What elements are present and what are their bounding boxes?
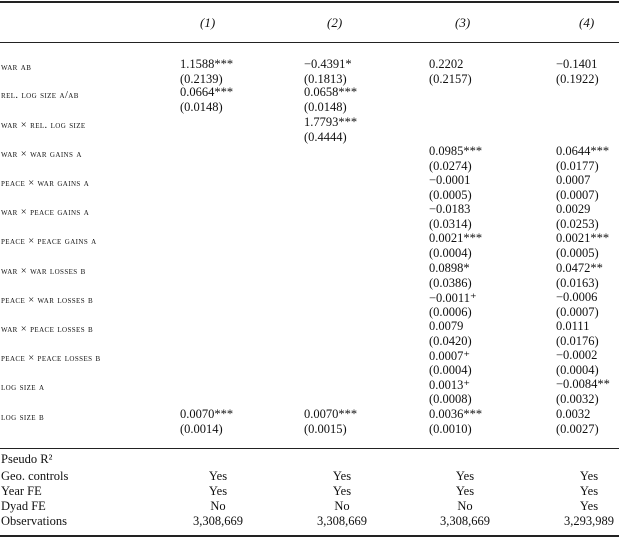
coefficient-cell: 0.0007⁺ bbox=[429, 349, 470, 363]
std-error-cell: (0.0006) bbox=[429, 305, 472, 319]
coefficient-cell: −0.0183 bbox=[429, 202, 471, 216]
header-rule bbox=[0, 42, 619, 43]
std-error-cell: (0.0015) bbox=[304, 422, 347, 436]
stat-value: Yes bbox=[332, 484, 352, 498]
coefficient-cell: 0.0021*** bbox=[556, 231, 610, 245]
row-label: peace × war gains a bbox=[1, 178, 90, 189]
coefficient-cell: −0.0011⁺ bbox=[429, 291, 477, 305]
stat-value: Yes bbox=[332, 469, 352, 483]
row-label: peace × peace losses b bbox=[1, 353, 101, 364]
coefficient-cell: 0.0021*** bbox=[429, 231, 483, 245]
row-label: war × war gains a bbox=[1, 149, 82, 160]
coefficient-cell: −0.0084** bbox=[556, 377, 610, 391]
row-label: rel. log size a/ab bbox=[1, 90, 79, 101]
stat-value: Yes bbox=[579, 484, 599, 498]
coefficient-cell: 0.0070*** bbox=[304, 407, 358, 421]
row-label: war ab bbox=[1, 62, 32, 73]
std-error-cell: (0.0148) bbox=[180, 100, 223, 114]
std-error-cell: (0.0014) bbox=[180, 422, 223, 436]
std-error-cell: (0.0176) bbox=[556, 334, 599, 348]
row-label: war × war losses b bbox=[1, 266, 86, 277]
row-label: war × peace losses b bbox=[1, 324, 94, 335]
std-error-cell: (0.0027) bbox=[556, 422, 599, 436]
std-error-cell: (0.0314) bbox=[429, 217, 472, 231]
std-error-cell: (0.0005) bbox=[556, 246, 599, 260]
std-error-cell: (0.0032) bbox=[556, 392, 599, 406]
stat-value: 3,308,669 bbox=[193, 514, 243, 528]
coefficient-cell: 0.0472** bbox=[556, 261, 603, 275]
column-header-2: (2) bbox=[327, 15, 343, 30]
stat-label: Observations bbox=[1, 514, 67, 528]
stat-value: Yes bbox=[579, 469, 599, 483]
coefficient-cell: −0.0002 bbox=[556, 348, 598, 362]
coefficient-cell: −0.1401 bbox=[556, 57, 598, 71]
stat-value: Yes bbox=[208, 469, 228, 483]
std-error-cell: (0.0274) bbox=[429, 159, 472, 173]
std-error-cell: (0.0007) bbox=[556, 305, 599, 319]
coefficient-cell: 0.0898* bbox=[429, 261, 470, 275]
stat-label: Pseudo R² bbox=[1, 452, 53, 466]
coefficient-cell: 0.0111 bbox=[556, 319, 590, 333]
row-label: peace × war losses b bbox=[1, 295, 94, 306]
stat-value: 3,308,669 bbox=[317, 514, 367, 528]
std-error-cell: (0.0177) bbox=[556, 159, 599, 173]
coefficient-cell: −0.0001 bbox=[429, 173, 471, 187]
stat-value: No bbox=[334, 499, 350, 513]
coefficient-cell: 0.0658*** bbox=[304, 85, 358, 99]
stat-label: Year FE bbox=[1, 484, 42, 498]
std-error-cell: (0.0007) bbox=[556, 188, 599, 202]
std-error-cell: (0.2157) bbox=[429, 72, 472, 86]
std-error-cell: (0.0005) bbox=[429, 188, 472, 202]
coefficient-cell: 1.1588*** bbox=[180, 57, 234, 71]
column-header-4: (4) bbox=[579, 15, 595, 30]
std-error-cell: (0.0386) bbox=[429, 276, 472, 290]
coefficient-cell: 0.0013⁺ bbox=[429, 378, 470, 392]
coefficient-cell: 0.0664*** bbox=[180, 85, 234, 99]
std-error-cell: (0.1813) bbox=[304, 72, 347, 86]
coefficient-cell: 0.0644*** bbox=[556, 144, 610, 158]
std-error-cell: (0.0163) bbox=[556, 276, 599, 290]
coefficient-cell: −0.0006 bbox=[556, 290, 598, 304]
std-error-cell: (0.0008) bbox=[429, 392, 472, 406]
std-error-cell: (0.1922) bbox=[556, 72, 599, 86]
coefficient-cell: 1.7793*** bbox=[304, 115, 358, 129]
top-rule bbox=[0, 1, 619, 3]
stat-label: Geo. controls bbox=[1, 469, 69, 483]
std-error-cell: (0.0253) bbox=[556, 217, 599, 231]
stat-value: Yes bbox=[208, 484, 228, 498]
coefficient-cell: 0.0032 bbox=[556, 407, 591, 421]
stat-value: Yes bbox=[579, 499, 599, 513]
stat-value: Yes bbox=[455, 469, 475, 483]
bottom-rule bbox=[0, 535, 619, 537]
row-label: log size b bbox=[1, 412, 45, 423]
coefficient-cell: 0.0070*** bbox=[180, 407, 234, 421]
std-error-cell: (0.0148) bbox=[304, 100, 347, 114]
std-error-cell: (0.0004) bbox=[429, 363, 472, 377]
coefficient-cell: 0.0029 bbox=[556, 202, 591, 216]
std-error-cell: (0.2139) bbox=[180, 72, 223, 86]
row-label: war × rel. log size bbox=[1, 120, 86, 131]
coefficient-cell: 0.0007 bbox=[556, 173, 591, 187]
column-header-3: (3) bbox=[455, 15, 471, 30]
std-error-cell: (0.0420) bbox=[429, 334, 472, 348]
row-label: peace × peace gains a bbox=[1, 236, 97, 247]
stat-value: 3,293,989 bbox=[564, 514, 614, 528]
std-error-cell: (0.0004) bbox=[429, 246, 472, 260]
mid-rule bbox=[0, 448, 619, 449]
coefficient-cell: 0.0079 bbox=[429, 319, 464, 333]
row-label: log size a bbox=[1, 382, 45, 393]
std-error-cell: (0.0004) bbox=[556, 363, 599, 377]
coefficient-cell: 0.0985*** bbox=[429, 144, 483, 158]
stat-value: 3,308,669 bbox=[440, 514, 490, 528]
stat-value: No bbox=[210, 499, 226, 513]
stat-label: Dyad FE bbox=[1, 499, 46, 513]
std-error-cell: (0.4444) bbox=[304, 130, 347, 144]
coefficient-cell: −0.4391* bbox=[304, 57, 352, 71]
column-header-1: (1) bbox=[200, 15, 216, 30]
coefficient-cell: 0.0036*** bbox=[429, 407, 483, 421]
stat-value: Yes bbox=[455, 484, 475, 498]
stat-value: No bbox=[457, 499, 473, 513]
std-error-cell: (0.0010) bbox=[429, 422, 472, 436]
row-label: war × peace gains a bbox=[1, 207, 90, 218]
coefficient-cell: 0.2202 bbox=[429, 57, 464, 71]
